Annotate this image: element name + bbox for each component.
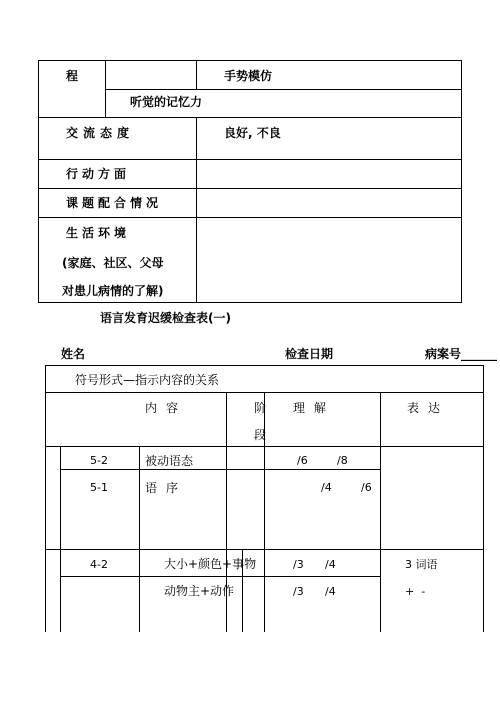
rule xyxy=(45,365,46,632)
rule xyxy=(38,188,462,189)
header-expression: 表达 xyxy=(407,401,450,415)
living-environment-label: 生活环境 xyxy=(66,226,131,240)
living-environment-note-2: 对患儿病情的了解) xyxy=(62,284,164,298)
mobility-label: 行动方面 xyxy=(66,167,131,181)
rule xyxy=(483,365,484,632)
case-number-label xyxy=(425,347,497,361)
header-stage-1: 阶 xyxy=(254,401,267,415)
form-title: 语言发育迟缓检查表(一) xyxy=(100,311,231,325)
header-content: 内容 xyxy=(145,401,188,415)
case-number-text: 病案号 xyxy=(425,347,462,361)
section-title: 符号形式—指示内容的关系 xyxy=(75,373,220,387)
row-expression: 3 词语 xyxy=(405,558,438,571)
communication-attitude-value: 良好, 不良 xyxy=(224,126,281,140)
rule xyxy=(38,60,462,61)
rule xyxy=(139,446,140,632)
row-content: 大小+颜色+事物 xyxy=(164,557,257,571)
row-content-clip xyxy=(164,584,241,600)
row-code: 5-1 xyxy=(90,481,108,494)
exam-date-label: 检查日期 xyxy=(285,347,334,361)
row-understand-2: /8 xyxy=(337,454,348,467)
auditory-memory-label: 听觉的记忆力 xyxy=(130,95,203,109)
name-label: 姓名 xyxy=(61,347,86,361)
row-content-clip xyxy=(164,557,257,573)
case-number-blank: ______ xyxy=(461,347,498,361)
row-expression: + - xyxy=(405,585,426,598)
row-understand-1: /6 xyxy=(297,454,308,467)
rule xyxy=(60,469,381,470)
auditory-memory-label-clip xyxy=(130,95,203,111)
living-environment-note-1: (家庭、社区、父母 xyxy=(62,256,164,270)
rule xyxy=(38,117,462,118)
rule xyxy=(196,117,197,302)
rule xyxy=(196,60,197,89)
row-understand-2: /4 xyxy=(325,585,336,598)
header-stage-2: 段 xyxy=(254,428,267,442)
row-content: 被动语态 xyxy=(145,454,194,468)
rule xyxy=(38,302,462,303)
row-code: 5-2 xyxy=(90,454,108,467)
rule xyxy=(45,365,484,366)
process-label: 程 xyxy=(66,69,79,83)
row-understand-1: /3 xyxy=(293,585,304,598)
rule xyxy=(105,89,462,90)
rule xyxy=(38,217,462,218)
rule xyxy=(105,60,106,117)
rule xyxy=(60,446,61,632)
rule xyxy=(60,576,381,577)
row-code: 4-2 xyxy=(90,558,108,571)
rule xyxy=(461,60,462,302)
row-content: 动物主+动作 xyxy=(164,584,235,598)
rule xyxy=(380,392,381,632)
communication-attitude-label: 交流态度 xyxy=(66,126,135,140)
header-understanding: 理解 xyxy=(293,401,336,415)
row-understand-1: /4 xyxy=(321,481,332,494)
row-understand-2: /6 xyxy=(361,481,372,494)
rule xyxy=(38,159,462,160)
row-content: 语序 xyxy=(145,481,188,495)
gesture-imitation-label: 手势模仿 xyxy=(224,69,273,83)
task-cooperation-label: 课题配合情况 xyxy=(66,196,163,210)
row-understand-2: /4 xyxy=(325,558,336,571)
row-understand-1: /3 xyxy=(293,558,304,571)
rule xyxy=(38,60,39,302)
